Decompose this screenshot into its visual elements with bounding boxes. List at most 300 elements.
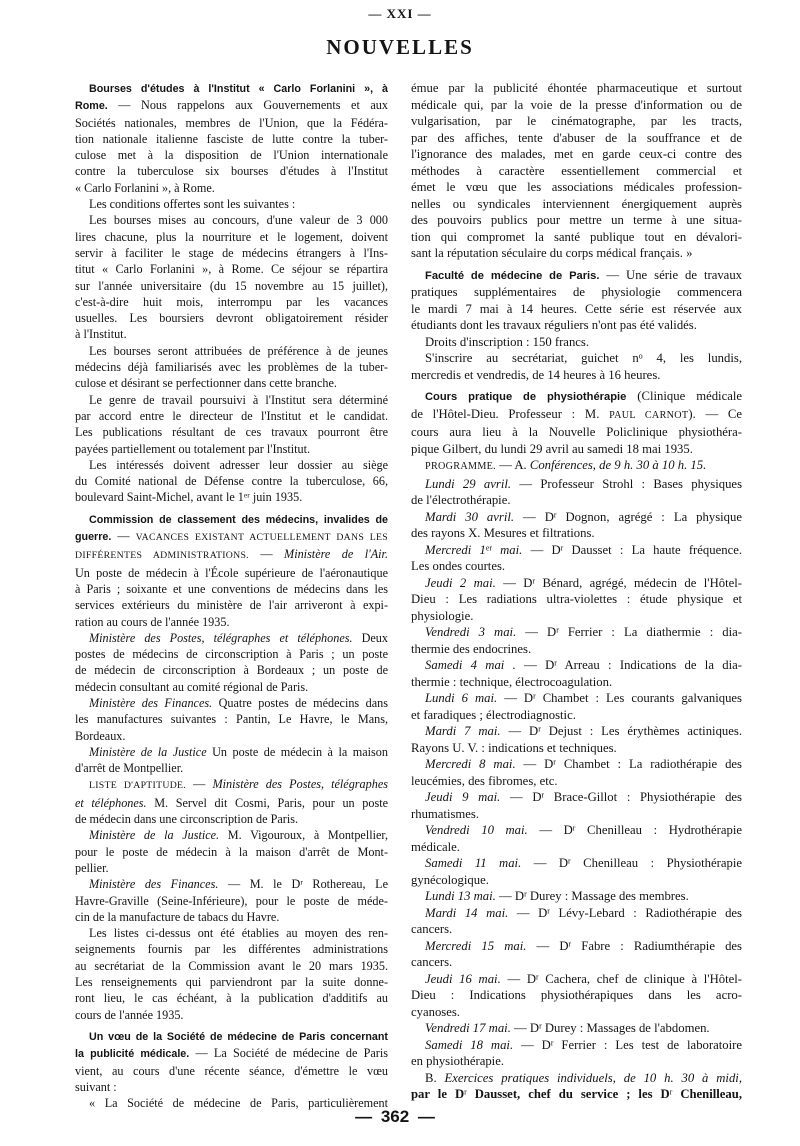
paragraph: [411, 388, 742, 457]
text-line: [411, 179, 742, 196]
text-line: [411, 476, 742, 493]
italic-text: Samedi 4 mai .: [425, 658, 516, 672]
text-run: de l'électrothérapie.: [411, 493, 511, 507]
italic-text: Vendredi 17 mai.: [425, 1021, 511, 1035]
text-line: [411, 690, 742, 707]
text-line: [75, 844, 388, 860]
italic-text: Mardi 7 mai.: [425, 724, 501, 738]
text-run: Chambet : Les courants galvaniques: [535, 691, 742, 705]
text-line: [75, 229, 388, 245]
text-line: [411, 350, 742, 367]
text-line: [411, 212, 742, 229]
text-line: [411, 773, 742, 790]
text-run: — D: [510, 1021, 540, 1035]
italic-text: mai.: [491, 542, 523, 557]
text-line: [411, 905, 742, 922]
text-run: Lévy-Lebard : Radiothérapie des: [549, 905, 742, 920]
text-line: [411, 872, 742, 889]
page-folio: — XXI —: [368, 6, 432, 21]
text-run: Rayons U. V. : indications et techniques.: [411, 740, 617, 755]
italic-text: Samedi 18 mai.: [425, 1037, 514, 1052]
text-line: [411, 624, 742, 641]
text-line: [411, 1037, 742, 1054]
text-line: [75, 614, 388, 630]
paragraph: [411, 267, 742, 334]
text-run: Durey : Massages de l'abdomen.: [541, 1021, 710, 1035]
text-run: ront lieu, le cas échéant, à la publication d'additifs au: [75, 991, 388, 1006]
text-run: — Professeur Strohl : Bases physiques: [511, 476, 743, 491]
text-run: les manufactures suivantes : Pantin, Le Havre, le Mans,: [75, 712, 388, 727]
text-run: Chenilleau : Physiothérapie: [570, 856, 742, 870]
italic-text: Mardi 30 avril.: [425, 509, 515, 524]
text-run: Dieu : Les radiations ultra-violettes : étude physique et: [411, 592, 742, 606]
text-run: — La Société de médecine de Paris: [189, 1046, 388, 1061]
text-run: Dejust : Les érythèmes actiniques.: [540, 724, 743, 738]
text-line: [75, 760, 388, 776]
text-run: Un poste de médecin à la maison: [206, 744, 388, 759]
paragraph: [75, 511, 388, 630]
paragraph: [411, 905, 742, 938]
text-line: [411, 245, 742, 262]
italic-text: Vendredi 3 mai.: [425, 625, 517, 639]
small-caps-text: VACANCES EXISTANT ACTUELLEMENT DANS LES: [135, 532, 389, 544]
superscript: r: [538, 724, 541, 734]
paragraph: [411, 1070, 742, 1103]
text-line: [75, 646, 388, 662]
text-run: Les renseignements qui parviendront par la suite donne-: [75, 975, 388, 990]
text-run: — D: [521, 856, 569, 870]
text-line: [75, 630, 388, 646]
text-line: [75, 97, 388, 114]
superscript: r: [533, 691, 536, 701]
text-run: titut « Carlo Forlanini », à Rome. Ce séjour se répartira: [75, 262, 388, 277]
text-run: Ferrier : La diathermie : dia-: [558, 625, 742, 639]
text-line: [75, 1045, 388, 1062]
superscript: r: [568, 938, 572, 948]
text-run: Le genre de travail poursuivi à l'Institut sera déterminé: [89, 392, 388, 407]
text-run: pellier.: [75, 860, 109, 875]
text-run: — D: [495, 575, 533, 590]
text-line: [75, 245, 388, 261]
text-line: [411, 954, 742, 971]
italic-text: Exercices pratiques individuels, de 10 h. 30 à midi,: [444, 1070, 742, 1085]
text-run: (Clinique médicale: [626, 389, 742, 403]
text-line: [411, 1086, 742, 1103]
text-line: [411, 492, 742, 509]
text-line: [411, 97, 742, 114]
text-run: M. Vigouroux, à Montpellier,: [219, 828, 389, 843]
text-run: Sociétés nationales, membres de l'Union, que la Fédéra-: [75, 115, 388, 130]
text-line: [75, 565, 388, 581]
text-run: — D: [500, 790, 542, 804]
superscript: r: [300, 877, 303, 887]
text-run: et faradiques ; électrodiagnostic.: [411, 707, 576, 722]
text-run: cours aura lieu à la Nouvelle Policlinique physiothéra-: [411, 425, 742, 439]
text-line: [75, 744, 388, 760]
text-line: [411, 740, 742, 757]
text-line: [75, 326, 388, 342]
italic-text: Mardi 14 mai.: [425, 905, 509, 920]
text-line: [411, 301, 742, 318]
paragraph: [411, 888, 742, 905]
text-run: à l'Institut.: [75, 327, 127, 342]
text-line: [75, 876, 388, 892]
text-run: émue par la publicité éhontée pharmaceutique et surtout: [411, 81, 742, 95]
text-run: juin 1935.: [249, 490, 303, 505]
text-run: —: [248, 547, 285, 562]
text-line: [75, 711, 388, 727]
paragraph: [75, 457, 388, 506]
paragraph: [411, 971, 742, 1021]
text-line: [411, 575, 742, 592]
paragraph: [75, 925, 388, 1023]
paragraph: [75, 343, 388, 392]
text-run: — D: [508, 905, 548, 920]
text-run: leucémies, des fibromes, etc.: [411, 773, 558, 788]
text-run: Cachera, chef de clinique à l'Hôtel-: [538, 971, 742, 986]
text-run: servir à faciliter le stage de médecins étrangers à l'Ins-: [75, 245, 388, 260]
text-line: [411, 1070, 742, 1087]
italic-text: Vendredi 10 mai.: [425, 823, 528, 837]
article-heading: Rome.: [75, 100, 108, 113]
text-line: [411, 334, 742, 351]
text-line: [75, 196, 388, 212]
italic-text: Mercredi 15 mai.: [425, 938, 527, 953]
text-line: [411, 657, 742, 674]
text-run: Chenilleau : Hydrothérapie: [575, 823, 742, 837]
text-line: [75, 581, 388, 597]
text-line: [75, 278, 388, 294]
text-line: [411, 284, 742, 301]
text-run: — D: [522, 542, 561, 557]
text-line: [411, 509, 742, 526]
superscript: er: [243, 491, 250, 501]
text-run: postes de médecins de circonscription à Paris ; un poste: [75, 647, 388, 662]
paragraph: [75, 196, 388, 212]
italic-text: Ministère de l'Air.: [284, 547, 388, 562]
small-caps-text: PROGRAMME.: [425, 461, 497, 472]
text-run: « Carlo Forlanini », à Rome.: [75, 180, 215, 195]
text-line: [75, 662, 388, 678]
text-line: [75, 909, 388, 925]
paragraph: [411, 457, 742, 476]
text-run: — M. le D: [218, 877, 301, 892]
paragraph: [411, 690, 742, 723]
superscript: r: [560, 542, 564, 552]
text-line: [75, 728, 388, 744]
text-run: par des affiches, tente d'abuser de la souffrance et de: [411, 130, 742, 145]
paragraph: [75, 827, 388, 876]
text-line: [75, 776, 388, 794]
text-line: [75, 115, 388, 131]
paragraph: [411, 822, 742, 855]
text-run: des pouvoirs publics pour mettre un terme à une situa-: [411, 213, 742, 227]
text-run: d'arrêt de Montpellier.: [75, 761, 184, 776]
text-line: [75, 990, 388, 1006]
text-run: — A.: [496, 458, 530, 472]
text-line: [75, 408, 388, 424]
text-run: médecins déjà familiarisés avec les problèmes de la tuber-: [75, 360, 388, 375]
superscript: r: [532, 575, 536, 585]
text-line: [75, 1007, 388, 1023]
text-line: [411, 641, 742, 658]
text-line: [75, 546, 388, 564]
text-run: Rothereau, Le: [302, 877, 388, 892]
text-run: 4, les lundis,: [642, 351, 742, 365]
text-line: [411, 525, 742, 542]
text-run: l'ignorance des malades, met en garde ceux-ci contre des: [411, 147, 742, 161]
article-heading: Cours pratique de physiothérapie: [425, 391, 627, 403]
italic-text: Jeudi 2 mai.: [425, 575, 496, 590]
text-run: médicale qui, par la voie de la presse d'information ou de: [411, 97, 742, 112]
text-run: cyanoses.: [411, 1004, 460, 1019]
superscript: o: [638, 351, 643, 361]
text-run: Dausset : La haute fréquence.: [563, 542, 743, 557]
paragraph: [75, 212, 388, 342]
paragraph: [411, 624, 742, 657]
text-run: méthodes à caractère essentiellement commercial et: [411, 163, 742, 178]
paragraph: [75, 392, 388, 457]
text-run: Les bourses mises au concours, d'une valeur de 3 000: [89, 213, 388, 228]
text-run: — D: [514, 509, 554, 524]
text-line: [75, 343, 388, 359]
text-line: [411, 987, 742, 1004]
text-line: [411, 367, 742, 384]
text-line: [75, 147, 388, 163]
text-run: cancers.: [411, 922, 453, 936]
text-run: à Paris ; soixante et une conventions de médecins dans les: [75, 581, 388, 596]
paragraph: [411, 657, 742, 690]
text-run: Havre-Graville (Seine-Inférieure), pour le poste de méde-: [75, 893, 388, 908]
bold-text: Chenilleau,: [672, 1087, 742, 1101]
text-run: nelles ou syndicales interviennent énergiquement auprès: [411, 196, 742, 211]
page-number: — 362 —: [355, 1107, 435, 1126]
superscript: r: [553, 509, 557, 519]
text-line: [411, 163, 742, 180]
italic-text: Mercredi 8 mai.: [425, 757, 516, 771]
section-title: NOUVELLES: [326, 35, 474, 59]
text-run: contre la tuberculose six bourses d'études à l'Institut: [75, 164, 388, 179]
text-line: [75, 392, 388, 408]
text-line: [75, 1063, 388, 1079]
text-line: [411, 756, 742, 773]
text-run: émet le vœu que les associations médicales profession-: [411, 180, 742, 194]
text-line: [75, 893, 388, 909]
text-run: boulevard Saint-Michel, avant le 1: [75, 490, 244, 505]
paragraph: [75, 1028, 388, 1095]
small-caps-text: PAUL CARNOT: [609, 409, 689, 421]
text-run: rhumatismes.: [411, 806, 480, 821]
text-run: médecin consultant au comité régional de Paris.: [75, 679, 309, 694]
text-run: Les conditions offertes sont les suivantes :: [89, 197, 296, 212]
italic-text: Ministère des Finances.: [89, 695, 213, 710]
text-run: — D: [500, 971, 536, 986]
paragraph: [411, 334, 742, 351]
text-line: [75, 1079, 388, 1095]
paragraph: [411, 855, 742, 888]
text-run: — D: [495, 889, 525, 903]
text-run: tion nationale italienne fasciste de lutte contre la tuber-: [75, 131, 388, 146]
text-line: [75, 925, 388, 941]
text-line: [411, 80, 742, 97]
superscript: r: [464, 1087, 467, 1097]
text-run: médicale.: [411, 839, 460, 854]
italic-text: Jeudi 16 mai.: [425, 971, 501, 986]
italic-text: Ministère des Postes, télégraphes: [212, 777, 388, 792]
text-run: le mardi 7 mai à 14 heures. Cette série est réservée aux: [411, 301, 742, 316]
text-run: pique Gilbert, du lundi 29 avril au samedi 18 mai 1935.: [411, 441, 693, 456]
text-run: M. Servel dit Cosmi, Paris, pour un poste: [146, 795, 388, 810]
text-line: [75, 457, 388, 473]
paragraph: [411, 350, 742, 383]
article-heading: Commission de classement des médecins, invalides de: [89, 513, 388, 526]
text-line: [75, 511, 388, 528]
text-run: Quatre postes de médecins dans: [212, 695, 388, 710]
italic-text: Ministère des Postes, télégraphes et téléphones.: [89, 630, 353, 645]
text-run: pour le poste de médecin à la maison d'arrêt de Mont-: [75, 844, 388, 859]
italic-text: Ministère de la Justice.: [89, 828, 220, 843]
paragraph: [75, 776, 388, 827]
text-line: [411, 317, 742, 334]
superscript: r: [524, 889, 527, 899]
text-run: Ferrier : Les test de laboratoire: [553, 1037, 742, 1052]
small-caps-text: DIFFÉRENTES ADMINISTRATIONS.: [75, 550, 249, 562]
text-run: Arreau : Indications de la dia-: [556, 658, 742, 672]
text-line: [411, 457, 742, 476]
article-heading: Un vœu de la Société de médecine de Paris concernant: [89, 1030, 388, 1043]
text-run: pratiques supplémentaires de physiologie commencera: [411, 285, 742, 299]
text-run: gynécologique.: [411, 872, 489, 887]
text-line: [411, 229, 742, 246]
text-run: de l'Hôtel-Dieu. Professeur : M.: [411, 406, 610, 421]
paragraph: [411, 575, 742, 625]
text-line: [411, 855, 742, 872]
text-run: — D: [513, 1037, 551, 1052]
text-line: [75, 212, 388, 228]
text-run: Les publications résultant de ces travaux pourront être: [75, 425, 388, 440]
paragraph: [411, 1037, 742, 1070]
text-line: [75, 974, 388, 990]
text-line: [411, 1004, 742, 1021]
text-run: « La Société de médecine de Paris, particulièrement: [89, 1096, 388, 1111]
text-run: usuelles. Les boursiers devront obligatoirement résider: [75, 311, 388, 326]
text-run: Les listes ci-dessus ont été établies au moyen des ren-: [89, 926, 388, 941]
text-run: Bénard, agrégé, médecin de l'Hôtel-: [535, 575, 742, 590]
text-run: c'est-à-dire huit mois, interrompu par les vacances: [75, 294, 388, 309]
text-run: Droits d'inscription : 150 francs.: [425, 334, 590, 349]
text-line: [75, 528, 388, 546]
text-line: [75, 375, 388, 391]
text-line: [411, 591, 742, 608]
article-heading: Bourses d'études à l'Institut « Carlo Forlanini », à: [89, 83, 388, 95]
text-line: [411, 806, 742, 823]
text-run: Deux: [352, 630, 388, 645]
text-line: [75, 473, 388, 489]
text-run: sant la réputation séculaire du corps médical français. »: [411, 246, 693, 260]
text-line: [411, 558, 742, 575]
right-column: [411, 80, 742, 1103]
paragraph: [75, 876, 388, 925]
text-run: Bordeaux.: [75, 728, 126, 743]
paragraph: [411, 509, 742, 542]
text-run: vulgarisation, par le cinématographe, par les tracts,: [411, 114, 742, 128]
paragraph: [411, 1020, 742, 1037]
italic-text: Samedi 11 mai.: [425, 856, 522, 870]
text-line: [411, 1020, 742, 1037]
text-line: [75, 80, 388, 97]
text-line: [75, 261, 388, 277]
text-line: [75, 424, 388, 440]
text-run: culose met à la disposition de l'Union internationale: [75, 148, 388, 163]
superscript: r: [572, 823, 576, 833]
text-line: [411, 839, 742, 856]
paragraph: [411, 938, 742, 971]
italic-text: Jeudi 9 mai.: [425, 790, 501, 804]
text-run: services extérieurs du ministère de l'air arriveront à expi-: [75, 598, 388, 613]
text-line: [411, 674, 742, 691]
bold-text: Dausset, chef du service ; les D: [466, 1087, 670, 1101]
superscript: r: [535, 971, 539, 981]
text-run: — D: [497, 691, 534, 705]
text-line: [411, 388, 742, 406]
text-line: [411, 938, 742, 955]
text-line: [75, 795, 388, 811]
text-run: au secrétariat de la Commission avant le 20 mars 1935.: [75, 958, 388, 973]
text-line: [75, 827, 388, 843]
text-run: thermie : technique, électrocoagulation.: [411, 674, 613, 689]
text-run: Fabre : Radiumthérapie des: [571, 938, 742, 953]
text-run: — D: [515, 757, 554, 771]
text-run: — D: [500, 724, 539, 738]
superscript: r: [547, 905, 550, 915]
paragraph: [411, 80, 742, 262]
text-line: [411, 789, 742, 806]
paragraph: [411, 542, 742, 575]
text-line: [75, 294, 388, 310]
text-run: ). — Ce: [688, 406, 742, 421]
text-line: [411, 113, 742, 130]
paragraph: [75, 80, 388, 196]
text-run: seignements fournis par les différentes administrations: [75, 942, 388, 957]
italic-text: Lundi 13 mai.: [425, 889, 496, 903]
text-run: — D: [526, 938, 569, 953]
text-line: [75, 310, 388, 326]
text-run: de médecin dans une circonscription de Paris.: [75, 812, 299, 827]
superscript: r: [553, 757, 556, 767]
text-run: thermie des endocrines.: [411, 641, 532, 656]
text-run: cin de la manufacture de tabacs du Havre.: [75, 909, 280, 924]
text-run: Les intéressés doivent adresser leur dossier au siège: [89, 457, 388, 472]
italic-text: Lundi 6 mai.: [425, 691, 498, 705]
small-caps-text: LISTE D'APTITUDE.: [89, 780, 187, 792]
paragraph: [411, 723, 742, 756]
text-run: cancers.: [411, 955, 453, 969]
text-run: S'inscrire au secrétariat, guichet n: [425, 351, 639, 365]
text-run: Dieu : Indications physiothérapiques dans les acro-: [411, 988, 742, 1002]
text-line: [75, 941, 388, 957]
superscript: r: [539, 1021, 542, 1031]
paragraph: [411, 789, 742, 822]
paragraph: [411, 476, 742, 509]
text-run: tion qui compromet la santé publique tout en dévalori-: [411, 229, 742, 244]
text-line: [411, 441, 742, 458]
text-line: [411, 888, 742, 905]
superscript: r: [568, 856, 571, 866]
superscript: r: [550, 1037, 554, 1047]
text-line: [75, 441, 388, 457]
text-run: du Comité national de Défense contre la tuberculose, 66,: [75, 474, 388, 489]
text-run: culose et désirant se perfectionner dans cette branche.: [75, 376, 337, 391]
